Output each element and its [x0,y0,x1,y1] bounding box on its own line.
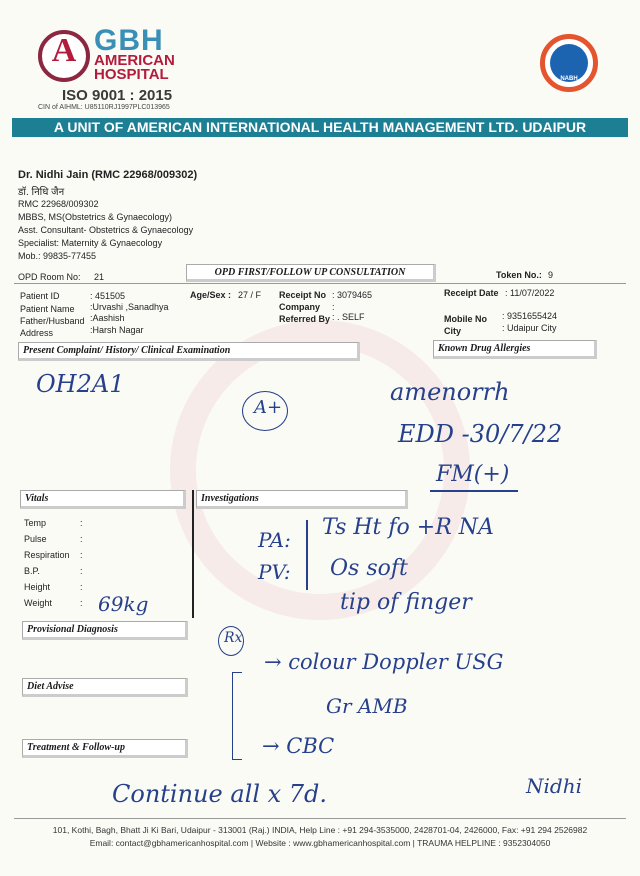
vitals-header: Vitals [20,490,186,509]
company-label: Company [279,302,321,312]
hw-bracket-line [306,520,308,590]
hw-fetal-movement: FM(+) [436,462,510,487]
receipt-date-value: : 11/07/2022 [505,288,555,298]
hw-amenorrhea: amenorrh [390,378,510,406]
hw-rx: Rx [224,630,243,646]
footer-contact: Email: contact@gbhamericanhospital.com | Website : www.gbhamericanhospital.com | TRAUMA HELPLINE : 9352304050 [89,838,551,848]
patient-id-value: : 451505 [90,291,126,301]
hw-weight: 69kg [98,592,149,616]
hw-pv-label: PV: [258,560,291,584]
city-label: City [444,326,462,336]
hw-continue: Continue all x 7d. [112,780,328,808]
vital-respiration: Respiration : [24,550,83,560]
address-value: :Harsh Nagar [90,325,144,335]
allergies-header: Known Drug Allergies [433,340,597,359]
doctor-degree: MBBS, MS(Obstetrics & Gynaecology) [18,212,173,222]
provisional-diagnosis-header: Provisional Diagnosis [22,621,188,640]
opd-room-label: OPD Room No: [18,272,81,282]
address-label: Address [20,328,54,338]
hw-plan-amb: Gr AMB [326,694,408,718]
receipt-date-label: Receipt Date [444,288,499,298]
referred-label: Referred By [279,314,331,324]
agesex-label: Age/Sex : [190,290,232,300]
consultation-title: OPD FIRST/FOLLOW UP CONSULTATION [186,264,436,282]
cin-number: CIN of AIHML: U85110RJ1997PLC013965 [38,104,170,111]
hw-pv-finding-2: tip of finger [340,590,472,615]
complaint-header: Present Complaint/ History/ Clinical Examination [18,342,360,361]
brand-gbh: GBH [94,24,164,57]
hw-pa-finding: Ts Ht fo +R NA [322,515,494,540]
mobile-value: : 9351655424 [502,311,558,321]
treatment-header: Treatment & Follow-up [22,739,188,758]
doctor-designation: Asst. Consultant- Obstetrics & Gynaecology [18,225,194,235]
brand-hospital: HOSPITAL [94,66,169,83]
city-value: : Udaipur City [502,323,557,333]
hospital-logo-letter: A [51,32,77,69]
opd-room-value: 21 [94,272,105,282]
father-value: :Aashish [90,313,125,323]
receipt-value: : 3079465 [332,290,373,300]
vital-temp: Temp : [24,518,83,528]
doctor-name: Dr. Nidhi Jain (RMC 22968/009302) [18,169,198,181]
doctor-mobile: Mob.: 99835-77455 [18,251,97,261]
hw-pv-finding: Os soft [330,556,408,581]
hw-pa-label: PA: [258,528,291,552]
divider [14,283,626,284]
token-label: Token No.: [496,270,542,280]
watermark-logo [170,320,470,620]
investigations-header: Investigations [196,490,408,509]
father-label: Father/Husband [20,316,85,326]
doctor-rmc: RMC 22968/009302 [18,199,99,209]
doctor-name-hindi: डॉ. निधि जैन [18,187,65,198]
company-value: : [332,302,335,312]
patient-name-value: :Urvashi ,Sanadhya [90,302,169,312]
iso-certification: ISO 9001 : 2015 [62,87,173,104]
agesex-value: 27 / F [238,290,262,300]
hw-plan-bracket [232,672,242,760]
vitals-divider-line [192,490,194,618]
hospital-banner: A UNIT OF AMERICAN INTERNATIONAL HEALTH MANAGEMENT LTD. UDAIPUR [12,118,628,137]
hw-plan-doppler: → colour Doppler USG [264,650,504,674]
patient-name-label: Patient Name [20,304,75,314]
footer-address: 101, Kothi, Bagh, Bhatt Ji Ki Bari, Udaipur - 313001 (Raj.) INDIA, Help Line : +91 294-3535000, 2428701-04, 2426000, Fax: +91 294 2526982 [52,825,588,835]
hw-obstetric-history: OH2A1 [36,370,125,398]
diet-advise-header: Diet Advise [22,678,188,697]
token-value: 9 [548,270,554,280]
hw-edd: EDD -30/7/22 [398,420,563,448]
receipt-label: Receipt No [279,290,327,300]
vital-pulse: Pulse : [24,534,83,544]
hw-plan-cbc: → CBC [262,734,335,758]
hw-blood-group: A+ [254,397,283,418]
patient-id-label: Patient ID [20,291,60,301]
vitals-list [24,518,83,614]
hw-underline [430,490,518,492]
doctor-specialist: Specialist: Maternity & Gynaecology [18,238,163,248]
referred-value: : . SELF [332,312,365,322]
nabh-label: NABH [560,76,578,82]
vital-bp: B.P. : [24,566,83,576]
footer-divider [14,818,626,819]
doctor-signature: Nidhi [526,774,582,798]
brand-american: AMERICAN [94,52,175,69]
vital-height: Height : [24,582,83,592]
vital-weight: Weight : [24,598,83,608]
mobile-label: Mobile No [444,314,487,324]
